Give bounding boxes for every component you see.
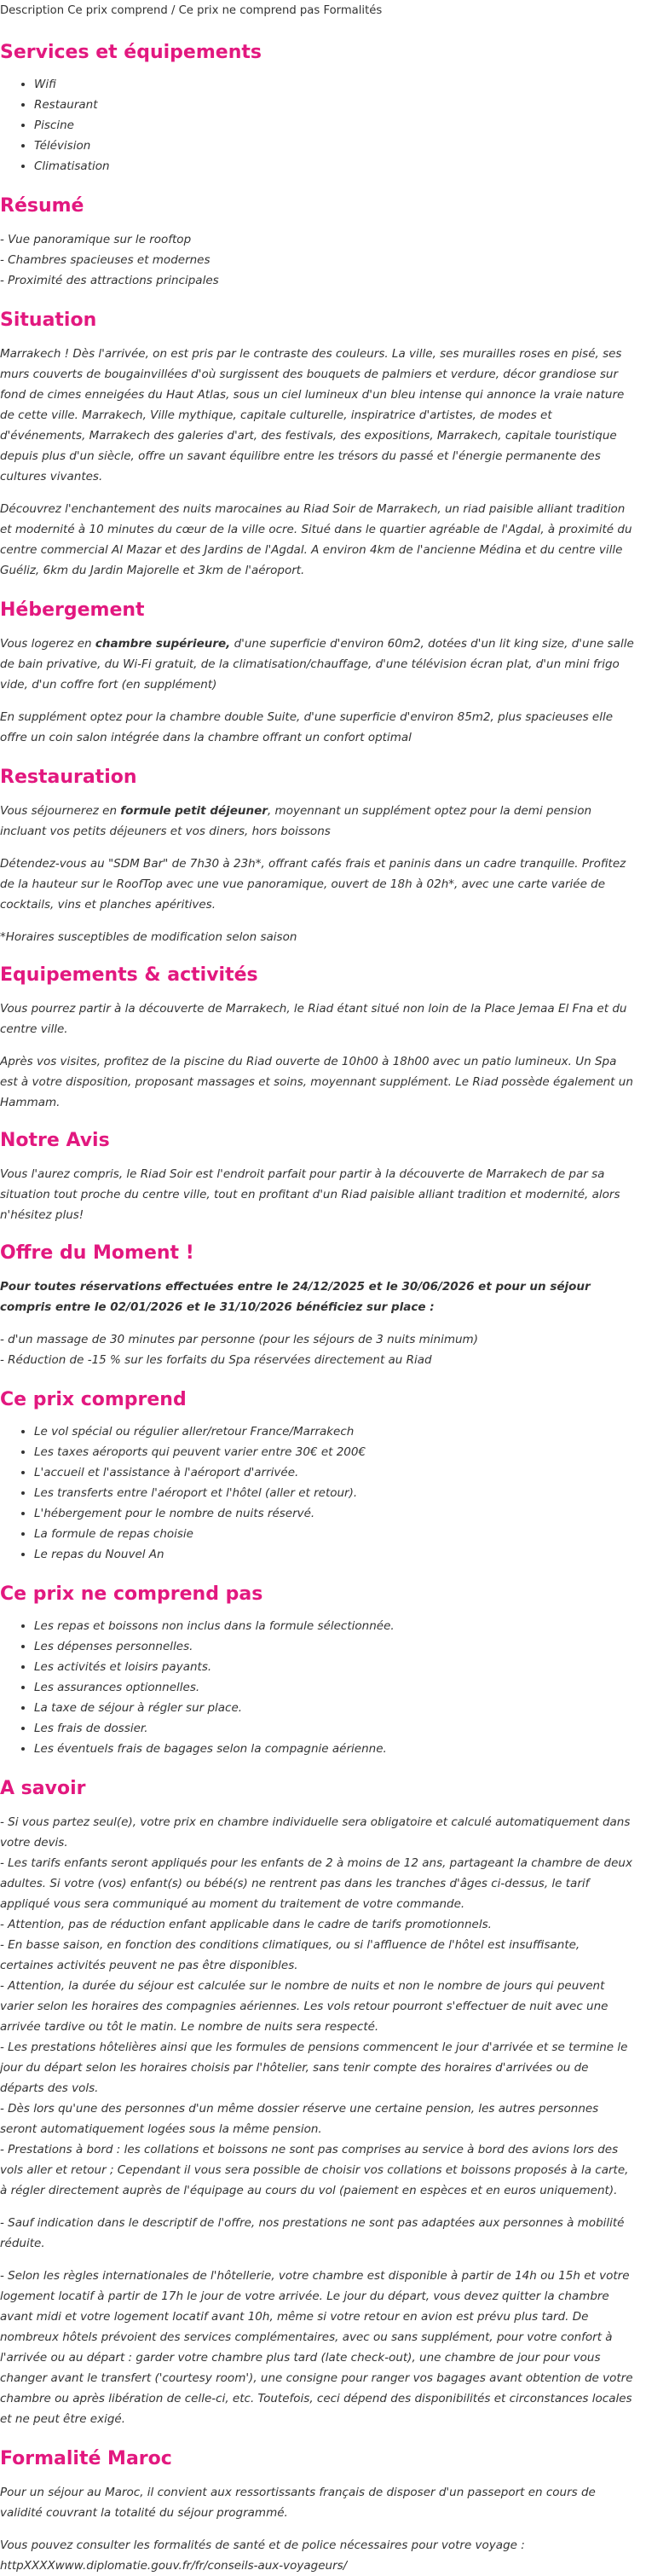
list-item: • Restaurant (34, 95, 636, 115)
situation-paragraph: Découvrez l'enchantement des nuits marocaines au Riad Soir de Marrakech, un riad paisible alliant tradition et modernité à 10 minutes du cœur de la ville ocre. Situé dans le quartier agréable de l'Agdal, à proximité du centre commercial Al Mazar et des Jardins de l'Agdal. A environ 4km de l'ancienne Médina et du centre ville Guéliz, 6km du Jardin Majorelle et 3km de l'aéroport. (0, 502, 632, 577)
formalite-link[interactable]: httpXXXXwww.diplomatie.gouv.fr/fr/conseils-aux-voyageurs/ (0, 2559, 348, 2573)
list-item: • La taxe de séjour à régler sur place. (34, 1698, 636, 1718)
situation-heading: Situation (0, 310, 97, 331)
offre-heading: Offre du Moment ! (0, 1242, 194, 1264)
list-item: • Télévision (34, 136, 636, 156)
offre-line: - Réduction de -15 % sur les forfaits du Spa réservées directement au Riad (0, 1353, 432, 1367)
equipements-paragraph: Vous pourrez partir à la découverte de Marrakech, le Riad étant situé non loin de la Place Jemaa El Fna et du centre ville. (0, 1002, 627, 1036)
list-item: • Les transferts entre l'aéroport et l'hôtel (aller et retour). (34, 1483, 636, 1503)
breadcrumb: Description Ce prix comprend / Ce prix ne comprend pas Formalités (0, 4, 383, 17)
list-item: • Les taxes aéroports qui peuvent varier entre 30€ et 200€ (34, 1442, 636, 1462)
offre-line: - d'un massage de 30 minutes par personne (pour les séjours de 3 nuits minimum) (0, 1333, 478, 1346)
list-item: • Les dépenses personnelles. (34, 1636, 636, 1657)
ne-comprend-list (0, 1616, 636, 1759)
resume-line: - Proximité des attractions principales (0, 274, 219, 287)
list-item: • Les éventuels frais de bagages selon la compagnie aérienne. (34, 1739, 636, 1759)
restauration-paragraph: Vous séjournerez en formule petit déjeuner, moyennant un supplément optez pour la demi pension incluant vos petits déjeuners et vos diners, hors boissons (0, 804, 592, 838)
list-item: • Climatisation (34, 156, 636, 177)
hebergement-paragraph: En supplément optez pour la chambre double Suite, d'une superficie d'environ 85m2, plus spacieuses elle offre un coin salon intégrée dans la chambre offrant un confort optimal (0, 710, 614, 744)
offre-block (0, 1329, 636, 1370)
restauration-note: *Horaires susceptibles de modification selon saison (0, 930, 297, 944)
equipements-heading: Equipements & activités (0, 964, 258, 986)
avis-heading: Notre Avis (0, 1130, 110, 1151)
list-item: • Les assurances optionnelles. (34, 1677, 636, 1698)
list-item: • L'hébergement pour le nombre de nuits réservé. (34, 1503, 636, 1524)
comprend-heading: Ce prix comprend (0, 1389, 187, 1410)
formalite-paragraph: Vous pouvez consulter les formalités de santé et de police nécessaires pour votre voyage : (0, 2538, 525, 2552)
situation-paragraph: Marrakech ! Dès l'arrivée, on est pris par le contraste des couleurs. La ville, ses murailles roses en pisé, ses murs couverts de bougainvillées d'où surgissent des bouquets de palmiers et verdure, décor grandiose sur fond de cimes enneigées du Haut Atlas, sous un ciel lumineux d'un bleu intense qui annonce la vraie nature de cette ville. Marrakech, Ville mythique, capitale culturelle, inspiratrice d'artistes, de modes et d'événements, Marrakech des galeries d'art, des festivals, des expositions, Marrakech, capitale touristique depuis plus d'un siècle, offre un savant équilibre entre les trésors du passé et l'énergie permanente des cultures vivantes. (0, 347, 625, 483)
services-heading: Services et équipements (0, 42, 262, 63)
savoir-heading: A savoir (0, 1778, 86, 1799)
list-item: • Les repas et boissons non inclus dans la formule sélectionnée. (34, 1616, 636, 1636)
formalite-heading: Formalité Maroc (0, 2448, 172, 2469)
list-item: • Les activités et loisirs payants. (34, 1657, 636, 1677)
list-item: • La formule de repas choisie (34, 1524, 636, 1544)
restauration-paragraph: Détendez-vous au "SDM Bar" de 7h30 à 23h*, offrant cafés frais et paninis dans un cadre tranquille. Profitez de la hauteur sur le RoofTop avec une vue panoramique, ouvert de 18h à 02h*, avec une carte variée de cocktails, vins et planches apéritives. (0, 857, 626, 912)
resume-heading: Résumé (0, 195, 84, 217)
resume-line: - Vue panoramique sur le rooftop (0, 233, 192, 246)
savoir-paragraph: - Si vous partez seul(e), votre prix en chambre individuelle sera obligatoire et calculé automatiquement dans votre devis. - Les tarifs enfants seront appliqués pour les enfants de 2 à moins de 12 ans, partageant la chambre de deux adultes. Si votre (vos) enfant(s) ou bébé(s) ne rentrent pas dans les tranches d'âges ci-dessus, le tarif appliqué vous sera communiqué au moment du traitement de votre commande. - Attention, pas de réduction enfant applicable dans le cadre de tarifs promotionnels. - En basse saison, en fonction des conditions climatiques, ou si l'affluence de l'hôtel est insuffisante, certaines activités peuvent ne pas être disponibles. - Attention, la durée du séjour est calculée sur le nombre de nuits et non le nombre de jours qui peuvent varier selon les horaires des compagnies aériennes. Les vols retour pourront s'effectuer de nuit avec une arrivée tardive ou tôt le matin. Le nombre de nuits sera respecté. - Les prestations hôtelières ainsi que les formules de pensions commencent le jour d'arrivée et se termine le jour du départ selon les horaires choisis par l'hôtelier, sans tenir compte des horaires d'arrivées ou de départs des vols. - Dès lors qu'une des personnes d'un même dossier réserve une certaine pension, les autres personnes seront automatiquement logées sous la même pension. - Prestations à bord : les collations et boissons ne sont pas comprises au service à bord des avions lors des vols aller et retour ; Cependant il vous sera possible de choisir vos collations et boissons proposés à la carte, à régler directement auprès de l'équipage au cours du vol (paiement en espèces et en euros uniquement). (0, 1815, 632, 2197)
savoir-paragraph: - Selon les règles internationales de l'hôtellerie, votre chambre est disponible à partir de 14h ou 15h et votre logement locatif à partir de 17h le jour de votre arrivée. Le jour du départ, vous devez quitter la chambre avant midi et votre logement locatif avant 10h, même si votre retour en avion est prévu plus tard. De nombreux hôtels prévoient des services complémentaires, avec ou sans supplément, pour votre confort à l'arrivée ou au départ : garder votre chambre plus tard (late check-out), une chambre de jour pour vous changer avant le transfert ('courtesy room'), une consigne pour ranger vos bagages avant obtention de votre chambre ou après libération de celle-ci, etc. Toutefois, ceci dépend des disponibilités et circonstances locales et ne peut être exigé. (0, 2269, 633, 2426)
services-list (0, 74, 636, 177)
ne-comprend-heading: Ce prix ne comprend pas (0, 1583, 263, 1605)
restauration-heading: Restauration (0, 767, 137, 788)
formalite-paragraph: Pour un séjour au Maroc, il convient aux ressortissants français de disposer d'un passeport en cours de validité couvrant la totalité du séjour programmé. (0, 2486, 596, 2520)
list-item: • L'accueil et l'assistance à l'aéroport d'arrivée. (34, 1462, 636, 1483)
resume-block (0, 229, 636, 291)
list-item: • Wifi (34, 74, 636, 95)
list-item: • Piscine (34, 115, 636, 136)
list-item: • Le vol spécial ou régulier aller/retour France/Marrakech (34, 1421, 636, 1442)
list-item: • Les frais de dossier. (34, 1718, 636, 1739)
avis-paragraph: Vous l'aurez compris, le Riad Soir est l'endroit parfait pour partir à la découverte de Marrakech de par sa situation tout proche du centre ville, tout en profitant d'un Riad paisible alliant tradition et modernité, alors n'hésitez plus! (0, 1167, 620, 1222)
hebergement-heading: Hébergement (0, 599, 145, 621)
savoir-paragraph: - Sauf indication dans le descriptif de l'offre, nos prestations ne sont pas adaptées aux personnes à mobilité réduite. (0, 2216, 625, 2250)
equipements-paragraph: Après vos visites, profitez de la piscine du Riad ouverte de 10h00 à 18h00 avec un patio lumineux. Un Spa est à votre disposition, proposant massages et soins, moyennant supplément. Le Riad possède également un Hammam. (0, 1055, 633, 1109)
hebergement-paragraph: Vous logerez en chambre supérieure, d'une superficie d'environ 60m2, dotées d'un lit king size, d'une salle de bain privative, du Wi-Fi gratuit, de la climatisation/chauffage, d'une télévision écran plat, d'un mini frigo vide, d'un coffre fort (en supplément) (0, 637, 634, 692)
offre-conditions: Pour toutes réservations effectuées entre le 24/12/2025 et le 30/06/2026 et pour un séjour compris entre le 02/01/2026 et le 31/10/2026 bénéficiez sur place : (0, 1280, 591, 1314)
comprend-list (0, 1421, 636, 1565)
list-item: • Le repas du Nouvel An (34, 1544, 636, 1565)
resume-line: - Chambres spacieuses et modernes (0, 253, 211, 267)
